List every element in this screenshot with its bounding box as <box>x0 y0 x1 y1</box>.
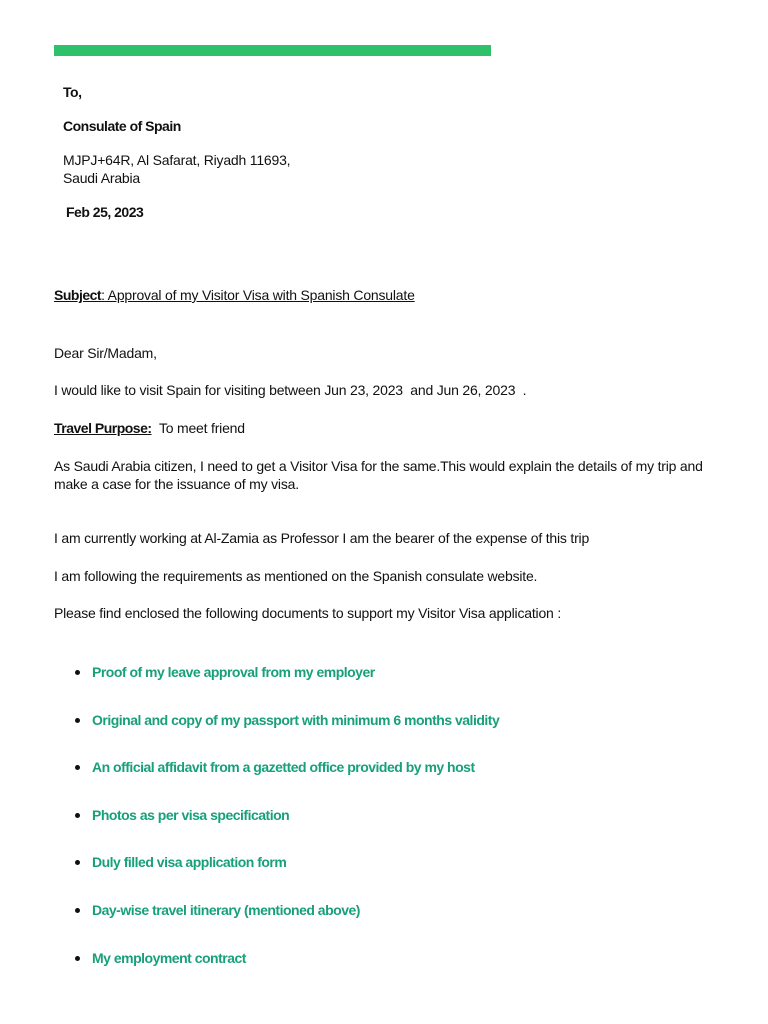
accent-bar <box>54 45 491 56</box>
document-label: Original and copy of my passport with minimum 6 months validity <box>92 711 500 728</box>
document-label: An official affidavit from a gazetted office provided by my host <box>92 759 475 776</box>
bullet-icon <box>75 670 80 675</box>
travel-purpose <box>54 419 245 437</box>
citizen-paragraph: As Saudi Arabia citizen, I need to get a Visitor Visa for the same.This would explain the details of my trip and make a case for the issuance of my visa. <box>54 458 703 492</box>
employment-sentence: I am currently working at Al-Zamia as Professor I am the bearer of the expense of this trip <box>54 530 590 546</box>
bullet-icon <box>75 860 80 865</box>
document-label: Day-wise travel itinerary (mentioned above) <box>92 901 360 918</box>
recipient-name: Consulate of Spain <box>63 118 181 134</box>
list-item <box>75 805 499 853</box>
document-label: Proof of my leave approval from my employer <box>92 664 375 680</box>
to-label: To, <box>63 84 82 100</box>
enclosed-sentence: Please find enclosed the following documents to support my Visitor Visa application : <box>54 605 562 621</box>
document-label: Photos as per visa specification <box>92 806 290 823</box>
requirements-sentence: I am following the requirements as mentioned on the Spanish consulate website. <box>54 568 538 584</box>
list-item <box>75 710 499 758</box>
bullet-icon <box>75 956 80 961</box>
address-line-1: MJPJ+64R, Al Safarat, Riyadh 11693, <box>63 152 291 168</box>
travel-purpose-label: Travel Purpose: <box>54 420 152 436</box>
address-line-2: Saudi Arabia <box>63 170 140 186</box>
documents-list <box>75 662 499 995</box>
bullet-icon <box>75 908 80 913</box>
bullet-icon <box>75 765 80 770</box>
list-item <box>75 900 499 948</box>
document-label: My employment contract <box>92 949 246 966</box>
bullet-icon <box>75 813 80 818</box>
letter-date: Feb 25, 2023 <box>66 204 144 220</box>
list-item <box>75 662 499 710</box>
subject-text: : Approval of my Visitor Visa with Spanish Consulate <box>101 287 415 303</box>
list-item <box>75 852 499 900</box>
greeting: Dear Sir/Madam, <box>54 345 157 361</box>
travel-purpose-value: To meet friend <box>158 420 245 436</box>
bullet-icon <box>75 718 80 723</box>
list-item <box>75 948 499 996</box>
subject-line <box>54 286 415 304</box>
subject-label: Subject <box>54 287 102 303</box>
visit-sentence: I would like to visit Spain for visiting between Jun 23, 2023 and Jun 26, 2023 . <box>54 382 527 398</box>
list-item <box>75 757 499 805</box>
document-label: Duly filled visa application form <box>92 854 287 871</box>
